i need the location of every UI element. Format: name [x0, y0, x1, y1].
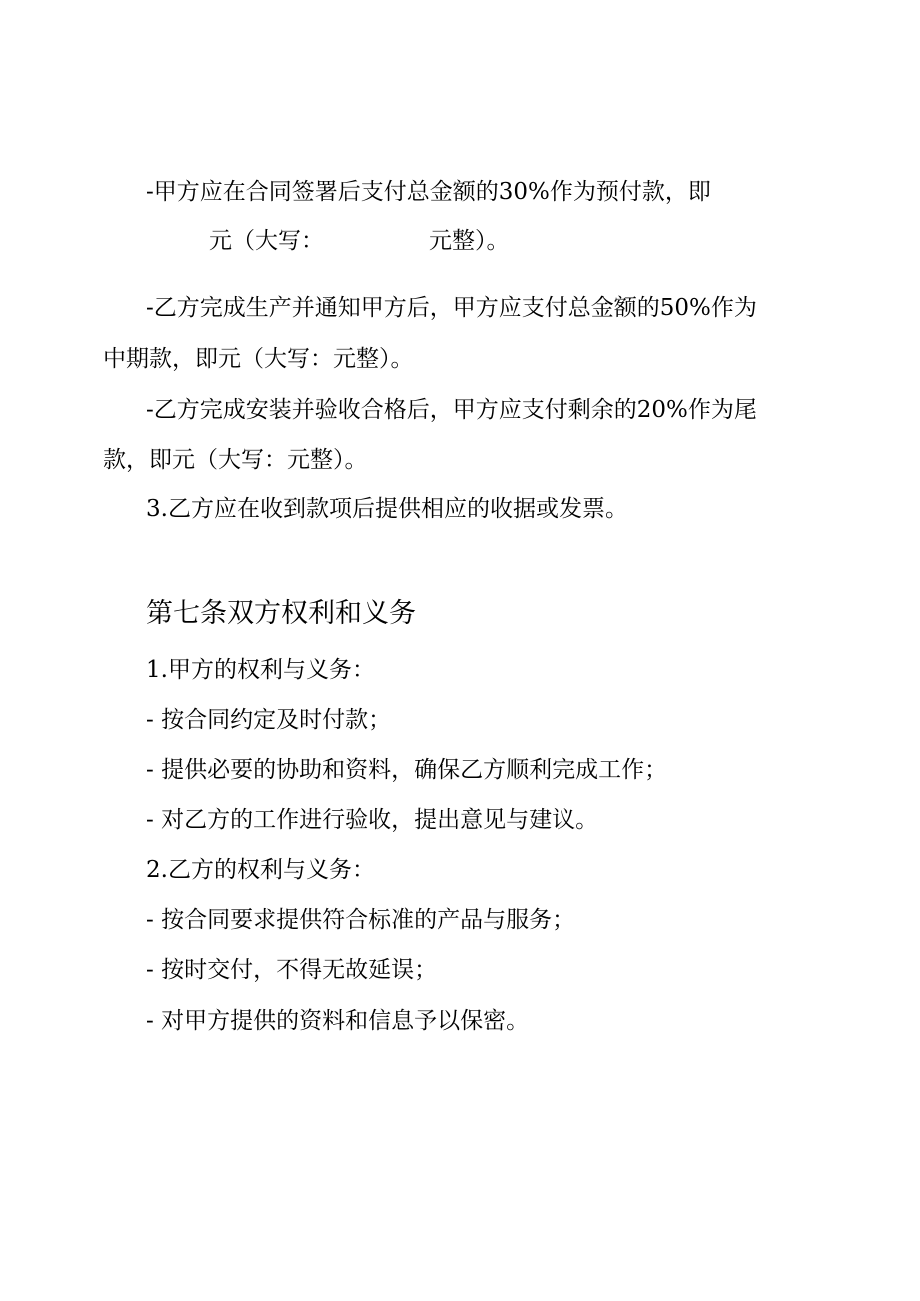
- midpayment-clause-line2: 中期款，即元（大写：元整）。: [103, 346, 414, 372]
- party-a-heading: 1.甲方的权利与义务：: [146, 657, 375, 683]
- party-b-item: - 按时交付，不得无故延误；: [146, 957, 438, 983]
- party-a-item: - 对乙方的工作进行验收，提出意见与建议。: [146, 807, 599, 833]
- party-a-item: - 按合同约定及时付款；: [146, 707, 392, 733]
- party-b-item: - 按合同要求提供符合标准的产品与服务；: [146, 907, 576, 933]
- party-b-item: - 对甲方提供的资料和信息予以保密。: [146, 1008, 530, 1034]
- article-7-title: 第七条双方权利和义务: [146, 598, 416, 629]
- prepayment-clause-amount-suffix: 元整）。: [429, 228, 510, 254]
- finalpayment-clause-line2: 款，即元（大写：元整）。: [103, 447, 368, 473]
- party-b-heading: 2.乙方的权利与义务：: [146, 857, 375, 883]
- prepayment-clause-amount-label: 元（大写：: [209, 228, 324, 254]
- party-a-item: - 提供必要的协助和资料，确保乙方顺利完成工作；: [146, 757, 668, 783]
- prepayment-clause-line1: -甲方应在合同签署后支付总金额的30%作为预付款，即: [146, 179, 711, 205]
- midpayment-clause-line1: -乙方完成生产并通知甲方后，甲方应支付总金额的50%作为: [146, 295, 757, 321]
- receipt-clause: 3.乙方应在收到款项后提供相应的收据或发票。: [146, 496, 628, 522]
- finalpayment-clause-line1: -乙方完成安装并验收合格后，甲方应支付剩余的20%作为尾: [146, 397, 757, 423]
